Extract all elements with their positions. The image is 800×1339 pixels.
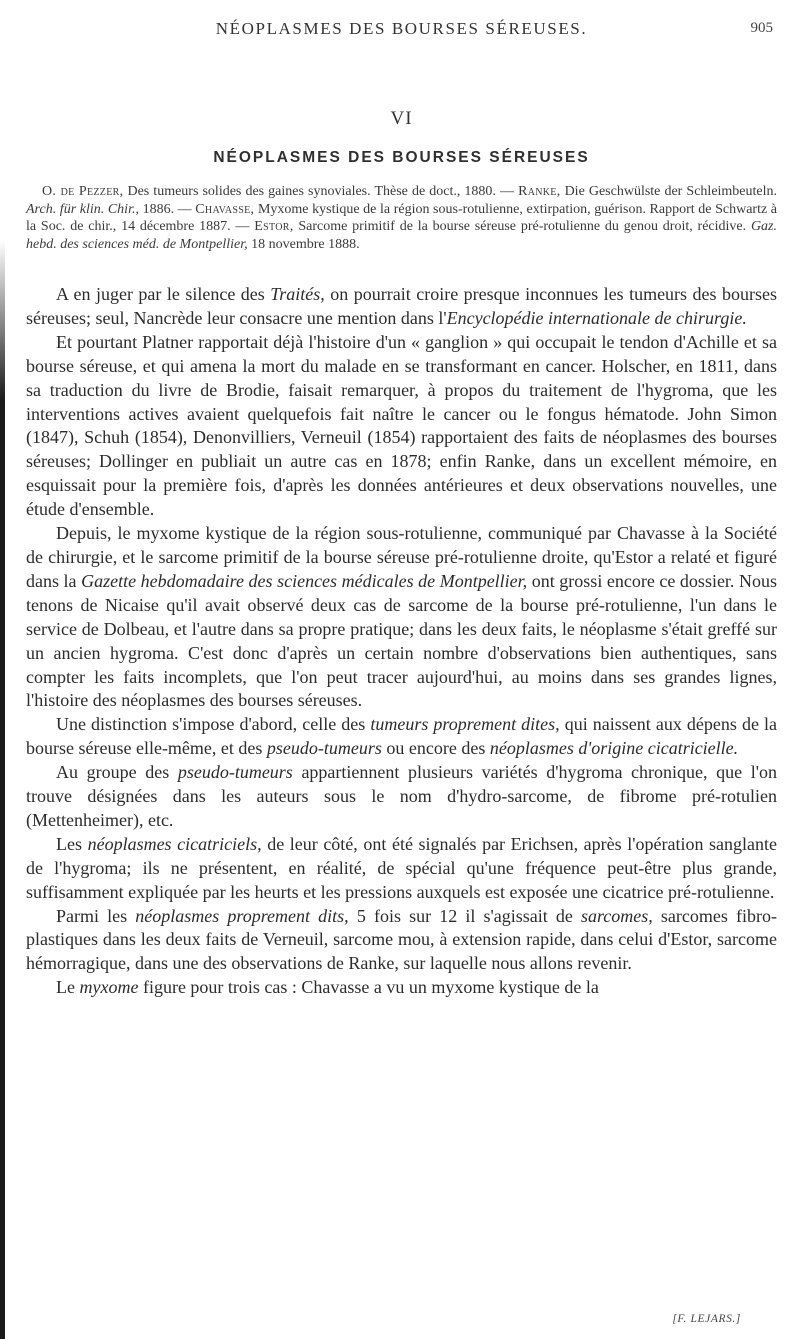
italic-run: Gazette hebdomadaire des sciences médicales de Montpellier, (81, 570, 528, 591)
running-head (26, 19, 777, 43)
text-run: 5 fois sur 12 il s'agissait de (348, 905, 581, 926)
paragraph-6 (26, 833, 777, 905)
text-run: figure pour trois cas : Chavasse a vu un myxome kystique de la (138, 977, 599, 998)
body-text (26, 283, 777, 1000)
italic-run: Encyclopédie internationale de chirurgie. (446, 307, 747, 328)
text-run: A en juger par le silence des (56, 284, 271, 304)
bib-text: 18 novembre 1888. (247, 236, 360, 252)
author-name: O. de Pezzer, (42, 184, 124, 199)
italic-run: pseudo-tumeurs (177, 762, 293, 783)
author-name: Estor, (254, 219, 294, 234)
italic-run: myxome (79, 977, 139, 998)
bibliography-paragraph (26, 183, 777, 253)
paragraph-5 (26, 761, 777, 833)
journal-title: Gaz. hebd. des sciences méd. de Montpellier, (26, 219, 777, 252)
text-run: appartiennent plusieurs variétés d'hygroma chronique, que l'on trouve désignées dans les auteurs sous le nom d'hydro-sarcome, de fibrome pré-rotulien (Mettenheimer), etc. (26, 762, 777, 830)
paragraph-1 (26, 283, 777, 331)
section-title: NÉOPLASMES DES BOURSES SÉREUSES (213, 149, 590, 166)
paragraph-2: Et pourtant Platner rapportait déjà l'histoire d'un « ganglion » qui occupait le tendon d'Achille et sa bourse séreuse, et qui amena la mort du malade en se transformant en cancer. Holscher, en 1811, dans sa traduction du livre de Brodie, faisait remarquer, à propos du traitement de l'hygroma, que les interventions actives avaient quelquefois fait naître le cancer ou le fongus hématode. John Simon (1847), Schuh (1854), Denonvilliers, Verneuil (1854) rapportaient des faits de néoplasmes des bourses séreuses; Dollinger en publiait un autre cas en 1878; enfin Ranke, dans un excellent mémoire, en esquissait pour la première fois, d'après les données antérieures et deux observations nouvelles, une étude d'ensemble. (26, 331, 777, 520)
bibliography (26, 183, 777, 253)
journal-title: Arch. für klin. Chir., (26, 201, 139, 217)
section-number: VI (390, 108, 413, 129)
text-run: ont grossi encore ce dossier. Nous tenons de Nicaise qu'il avait observé deux cas de sarcome de la bourse pré-rotulienne, l'un dans le service de Dolbeau, et l'autre dans sa propre pratique; dans les deux faits, le néoplasme s'était greffé sur un ancien hygroma. C'est donc d'après un certain nombre d'observations bien authentiques, sans compter les faits incomplets, que l'on peut tracer aujourd'hui, au moins dans ses grandes lignes, l'histoire des néoplasmes des bourses séreuses. (26, 570, 778, 711)
paragraph-3 (26, 522, 777, 713)
book-page (26, 0, 777, 1339)
author-signature: [F. LEJARS.] (672, 1313, 741, 1325)
text-run: on pourrait croire presque inconnues les tumeurs des bourses séreuses; seul, Nancrède leur consacre une mention dans l' (26, 284, 778, 328)
italic-run: néoplasmes proprement dits, (135, 905, 349, 926)
text-run: Une distinction s'impose d'abord, celle des (56, 714, 371, 735)
italic-run: néoplasmes cicatriciels, (87, 833, 262, 854)
text-run: sarcomes fibro-plastiques dans les deux faits de Verneuil, sarcome mou, à extension rapide, dans celui d'Estor, sarcome hémorragique, dans une des observations de Ranke, sur laquelle nous allons revenir. (26, 905, 777, 974)
italic-run: Traités, (270, 284, 325, 304)
text-run: Depuis, le myxome kystique de la région sous-rotulienne, communiqué par Chavasse à la Société de chirurgie, et le sarcome primitif de la bourse séreuse pré-rotulienne droite, qu'Estor a relaté et figuré dans la (26, 523, 777, 591)
bib-text: Sarcome primitif de la bourse séreuse pré-rotulienne du genou droit, récidive. (293, 219, 751, 234)
italic-run: pseudo-tumeurs (266, 738, 382, 759)
author-name: Chavasse, (195, 201, 255, 217)
page-number: 905 (750, 20, 773, 36)
bib-text: Des tumeurs solides des gaines synoviales. Thèse de doct., 1880. — (123, 184, 519, 199)
text-run: Parmi les (56, 905, 136, 926)
paragraph-7 (26, 905, 777, 977)
text-run: qui naissent aux dépens de la bourse séreuse elle-même, et des (26, 714, 777, 759)
author-name: Ranke, (518, 184, 561, 199)
paragraph-4 (26, 713, 777, 761)
italic-run: sarcomes, (580, 905, 653, 926)
running-title: NÉOPLASMES DES BOURSES SÉREUSES. (215, 19, 588, 38)
bib-text: Die Geschwülste der Schleimbeuteln. (560, 184, 778, 199)
italic-run: tumeurs proprement dites, (370, 714, 560, 735)
paragraph-8 (26, 976, 777, 1000)
text-run: de leur côté, ont été signalés par Erichsen, après l'opération sanglante de l'hygroma; ils ne présentent, en réalité, de spécial qu'une fréquence peut-être plus grande, suffisamment expliquée par les heurts et les pressions auxquels est exposée une cicatrice pré-rotulienne. (26, 833, 777, 902)
bib-text: 1886. — (138, 201, 196, 217)
text-run: Le (56, 977, 80, 998)
text-run: ou encore des (381, 738, 490, 759)
text-run: Au groupe des (56, 762, 178, 783)
text-run: Les (56, 833, 88, 854)
italic-run: néoplasmes d'origine cicatricielle. (489, 738, 739, 759)
bib-text: Myxome kystique de la région sous-rotulienne, extirpation, guérison. Rapport de Schwartz à la Soc. de chir., 14 décembre 1887. — (26, 201, 777, 234)
page-spine-gap (0, 0, 5, 400)
